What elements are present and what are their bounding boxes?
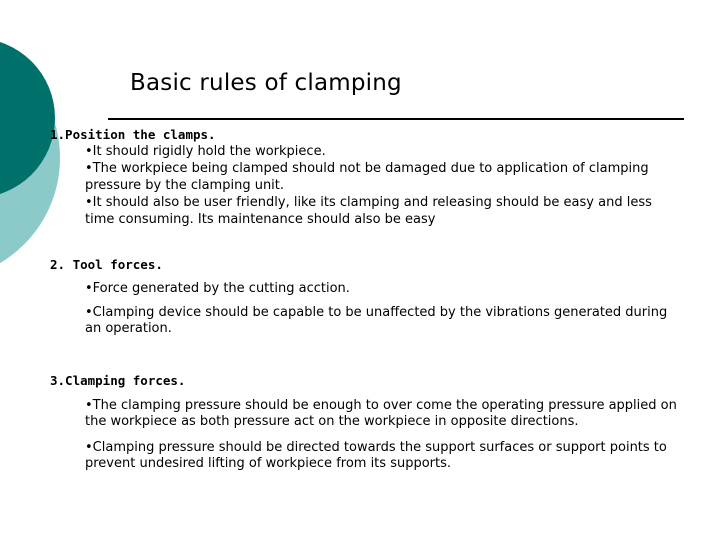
bullet-paragraph: •Clamping pressure should be directed towards the support surfaces or support points to prevent undesired lifting of workpiece from its supports. xyxy=(85,440,667,471)
bullet-line: time consuming. Its maintenance should also be easy xyxy=(85,212,436,227)
bullet-line: •It should rigidly hold the workpiece. xyxy=(85,144,326,159)
section-heading: 1.Position the clamps. xyxy=(50,127,216,142)
bullet-paragraph: •The clamping pressure should be enough to over come the operating pressure applied on the workpiece as both pressure act on the workpiece in opposite directions. xyxy=(85,398,677,429)
slide-title: Basic rules of clamping xyxy=(130,70,402,96)
bullet-line: •The workpiece being clamped should not be damaged due to application of clamping xyxy=(85,161,649,176)
section-clamping-forces xyxy=(50,372,680,472)
title-underline xyxy=(108,118,684,120)
bullet-line: •It should also be user friendly, like its clamping and releasing should be easy and less xyxy=(85,195,652,210)
bullet-paragraph: •Force generated by the cutting acction. xyxy=(85,281,350,296)
section-heading: 3.Clamping forces. xyxy=(50,373,186,388)
bullet-line: pressure by the clamping unit. xyxy=(85,178,285,193)
section-position-clamps xyxy=(50,126,680,228)
section-tool-forces xyxy=(50,256,680,337)
bullet-paragraph: •Clamping device should be capable to be unaffected by the vibrations generated during an operation. xyxy=(85,305,668,336)
section-heading: 2. Tool forces. xyxy=(50,257,163,272)
